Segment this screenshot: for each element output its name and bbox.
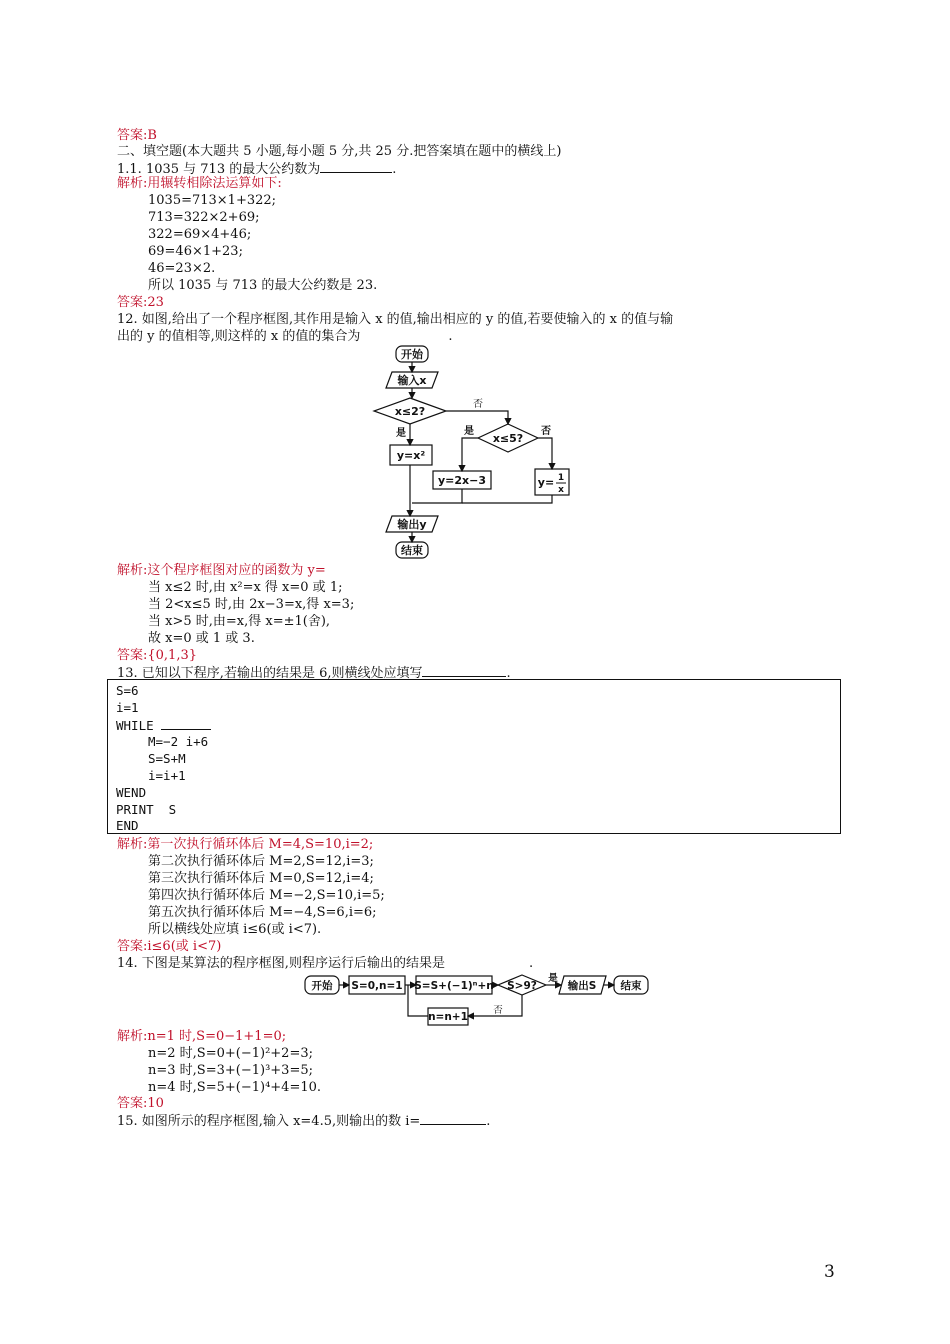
box3-lhs: y= bbox=[537, 476, 555, 489]
answer-label: 答案:10 bbox=[117, 1096, 164, 1111]
code-line: M=−2 i+6 bbox=[148, 734, 209, 749]
code-blank bbox=[161, 717, 211, 730]
yes-label: 是 bbox=[548, 973, 558, 984]
solution-line: 故 x=0 或 1 或 3. bbox=[148, 631, 255, 646]
solution-line: 当 x≤2 时,由 x²=x 得 x=0 或 1; bbox=[148, 580, 343, 595]
solution-line: n=4 时,S=5+(−1)⁴+4=10. bbox=[148, 1080, 322, 1095]
code-line: WEND bbox=[116, 785, 147, 800]
condition-label: S>9? bbox=[507, 980, 537, 992]
code-line: i=i+1 bbox=[148, 768, 186, 783]
question-12: 12. 如图,给出了一个程序框图,其作用是输入 x 的值,输出相应的 y 的值,若要使输入的 x 的值与输 bbox=[117, 312, 674, 327]
solution-line: 322=69×4+46; bbox=[148, 227, 252, 242]
flowchart-q12 bbox=[370, 343, 580, 563]
solution-line: 713=322×2+69; bbox=[148, 210, 260, 225]
code-line: WHILE bbox=[116, 717, 211, 734]
answer-label: 答案:{0,1,3} bbox=[117, 648, 197, 663]
solution-line: 第二次执行循环体后 M=2,S=12,i=3; bbox=[148, 854, 374, 869]
answer-label: 答案:B bbox=[117, 128, 157, 143]
start-label: 开始 bbox=[401, 348, 423, 361]
flowchart-q14 bbox=[300, 972, 652, 1030]
solution-line: 所以横线处应填 i≤6(或 i<7). bbox=[148, 922, 322, 937]
program-box bbox=[107, 679, 841, 834]
output-label: 输出y bbox=[397, 518, 427, 531]
question-14: 14. 下图是某算法的程序框图,则程序运行后输出的结果是 . bbox=[117, 956, 534, 971]
increment-label: n=n+1 bbox=[428, 1011, 468, 1023]
code-line: PRINT S bbox=[116, 802, 177, 817]
solution-line: n=2 时,S=0+(−1)²+2=3; bbox=[148, 1046, 313, 1061]
no-label: 否 bbox=[493, 1005, 503, 1016]
end-label: 结束 bbox=[401, 544, 423, 557]
solution-line: 当 x>5 时,由=x,得 x=±1(舍), bbox=[148, 614, 331, 629]
answer-blank bbox=[420, 1112, 486, 1125]
cond1-label: x≤2? bbox=[394, 405, 426, 418]
code-line: i=1 bbox=[116, 700, 139, 715]
input-label: 输入x bbox=[397, 374, 427, 387]
answer-label: 答案:23 bbox=[117, 295, 164, 310]
solution-line: 所以 1035 与 713 的最大公约数是 23. bbox=[148, 278, 378, 293]
solution-line: 当 2<x≤5 时,由 2x−3=x,得 x=3; bbox=[148, 597, 355, 612]
question-13: 13. 已知以下程序,若输出的结果是 6,则横线处应填写 . bbox=[117, 666, 511, 681]
solution-line: 46=23×2. bbox=[148, 261, 216, 276]
solution-line: 第四次执行循环体后 M=−2,S=10,i=5; bbox=[148, 888, 385, 903]
solution-line: n=3 时,S=3+(−1)³+3=5; bbox=[148, 1063, 313, 1078]
solution-line: 69=46×1+23; bbox=[148, 244, 243, 259]
output-label: 输出S bbox=[567, 980, 597, 992]
solution-line: 第五次执行循环体后 M=−4,S=6,i=6; bbox=[148, 905, 377, 920]
box3-num: 1 bbox=[557, 473, 565, 483]
solution-line: 第三次执行循环体后 M=0,S=12,i=4; bbox=[148, 871, 374, 886]
solution-label: 解析:用辗转相除法运算如下: bbox=[117, 176, 282, 191]
no-label: 否 bbox=[473, 399, 483, 410]
question-15: 15. 如图所示的程序框图,输入 x=4.5,则输出的数 i= . bbox=[117, 1114, 491, 1129]
solution-label: 解析:n=1 时,S=0−1+1=0; bbox=[117, 1029, 287, 1044]
box2-label: y=2x−3 bbox=[437, 474, 487, 487]
answer-blank bbox=[422, 664, 506, 677]
solution-label: 解析:这个程序框图对应的函数为 y= bbox=[117, 563, 326, 578]
code-line: S=S+M bbox=[148, 751, 186, 766]
cond2-label: x≤5? bbox=[492, 432, 524, 445]
code-line: S=6 bbox=[116, 683, 139, 698]
init-label: S=0,n=1 bbox=[351, 980, 403, 992]
start-label: 开始 bbox=[311, 980, 333, 992]
end-label: 结束 bbox=[620, 980, 642, 992]
yes-label: 是 bbox=[396, 428, 406, 439]
solution-label: 解析:第一次执行循环体后 M=4,S=10,i=2; bbox=[117, 837, 374, 852]
no-label: 否 bbox=[541, 426, 551, 437]
answer-blank bbox=[320, 160, 392, 173]
question-11: 1.1. 1035 与 713 的最大公约数为 . bbox=[117, 162, 397, 177]
answer-label: 答案:i≤6(或 i<7) bbox=[117, 939, 222, 954]
code-line: END bbox=[116, 818, 139, 833]
question-12-cont: 出的 y 的值相等,则这样的 x 的值的集合为 . bbox=[117, 329, 453, 344]
box1-label: y=x² bbox=[396, 449, 426, 462]
solution-line: 1035=713×1+322; bbox=[148, 193, 277, 208]
yes-label: 是 bbox=[464, 426, 474, 437]
box3-den: x bbox=[558, 485, 564, 495]
update-label: S=S+(−1)ⁿ+n bbox=[414, 980, 494, 992]
section-heading: 二、填空题(本大题共 5 小题,每小题 5 分,共 25 分.把答案填在题中的横线上) bbox=[117, 144, 562, 159]
page-number: 3 bbox=[824, 1262, 835, 1282]
